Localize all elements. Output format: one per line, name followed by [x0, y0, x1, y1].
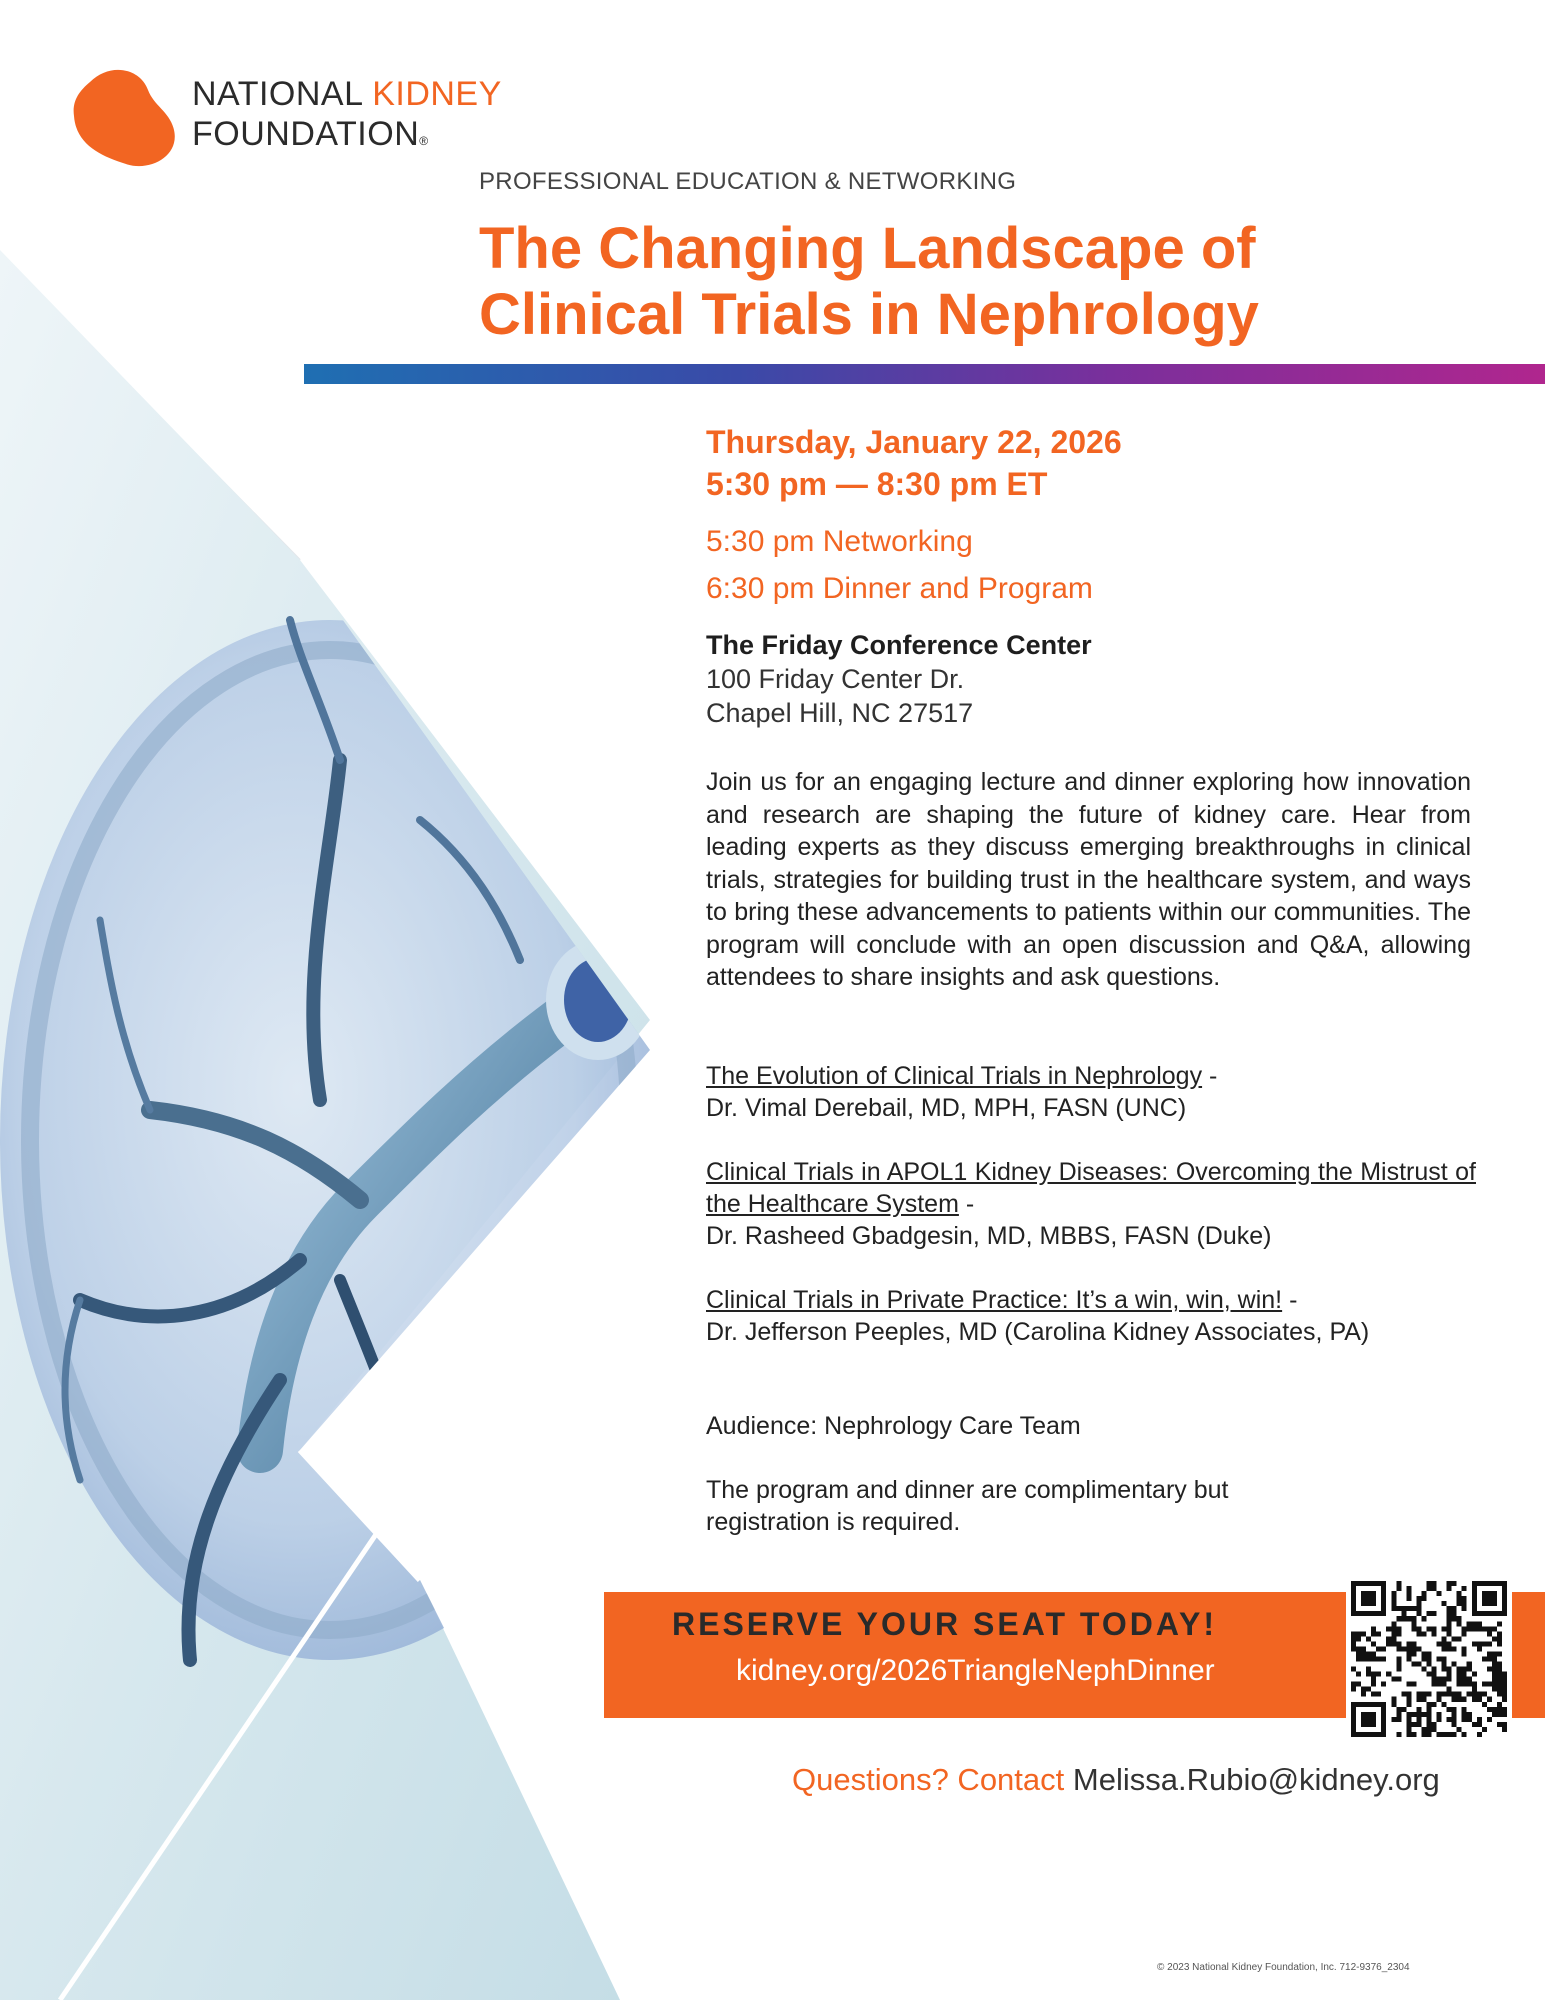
- talk-speaker: Dr. Rasheed Gbadgesin, MD, MBBS, FASN (Duke): [706, 1222, 1272, 1250]
- contact-label: Questions? Contact: [792, 1762, 1065, 1797]
- talk-speaker: Dr. Jefferson Peeples, MD (Carolina Kidney Associates, PA): [706, 1318, 1370, 1346]
- logo-line2: FOUNDATION: [192, 115, 420, 153]
- logo-wordmark: [192, 74, 502, 161]
- registered-mark: ®: [419, 134, 429, 148]
- title-line-1: The Changing Landscape of: [479, 216, 1256, 281]
- talk-separator: -: [958, 1190, 975, 1218]
- logo-line1-kidney: KIDNEY: [372, 75, 502, 113]
- qr-code-icon[interactable]: [1346, 1576, 1512, 1742]
- event-date: Thursday, January 22, 2026: [706, 424, 1122, 460]
- copyright-text: © 2023 National Kidney Foundation, Inc. 712-9376_2304: [1157, 1962, 1410, 1973]
- eyebrow-text: PROFESSIONAL EDUCATION & NETWORKING: [479, 168, 1017, 195]
- logo-line1-national: NATIONAL: [192, 75, 373, 113]
- contact-email-link[interactable]: Melissa.Rubio@kidney.org: [1072, 1762, 1440, 1797]
- event-time: 5:30 pm — 8:30 pm ET: [706, 466, 1048, 502]
- talk-title: Clinical Trials in APOL1 Kidney Diseases: Overcoming the Mistrust of the Healthcare System: [706, 1158, 1476, 1218]
- venue-address-line1: 100 Friday Center Dr.: [706, 664, 965, 694]
- schedule-item: 6:30 pm Dinner and Program: [706, 572, 1093, 605]
- talk-title: The Evolution of Clinical Trials in Nephrology: [706, 1062, 1203, 1090]
- event-schedule: [706, 518, 1093, 612]
- talk-speaker: Dr. Vimal Derebail, MD, MPH, FASN (UNC): [706, 1094, 1187, 1122]
- talk-separator: -: [1202, 1062, 1218, 1090]
- talk-item: [706, 1060, 1476, 1124]
- kidney-logo-icon: [70, 64, 180, 170]
- audience-text: Audience: Nephrology Care Team: [706, 1412, 1081, 1440]
- registration-note: The program and dinner are complimentary but registration is required.: [706, 1476, 1229, 1536]
- venue-name: The Friday Conference Center: [706, 630, 1092, 660]
- registration-link[interactable]: kidney.org/2026TriangleNephDinner: [736, 1654, 1215, 1687]
- cta-heading: RESERVE YOUR SEAT TODAY!: [672, 1606, 1218, 1642]
- event-datetime: [706, 421, 1122, 505]
- gradient-divider: [304, 364, 1545, 384]
- intro-paragraph: Join us for an engaging lecture and dinner exploring how innovation and research are shaping the future of kidney care. Hear from leading experts as they discuss emerging breakthroughs in clinical trials, strategies for building trust in the healthcare system, and ways to bring these advancements to patients within our communities. The program will conclude with an open discussion and Q&A, allowing attendees to share insights and ask questions.: [706, 768, 1471, 991]
- venue-address-line2: Chapel Hill, NC 27517: [706, 698, 974, 728]
- schedule-item: 5:30 pm Networking: [706, 525, 973, 558]
- talk-title: Clinical Trials in Private Practice: It’s a win, win, win!: [706, 1286, 1283, 1314]
- venue-block: [706, 628, 1092, 730]
- title-line-2: Clinical Trials in Nephrology: [479, 282, 1259, 347]
- talk-separator: -: [1282, 1286, 1298, 1314]
- talk-item: [706, 1156, 1476, 1252]
- contact-line: [792, 1762, 1440, 1798]
- page-title: [479, 216, 1509, 348]
- talk-item: [706, 1284, 1476, 1348]
